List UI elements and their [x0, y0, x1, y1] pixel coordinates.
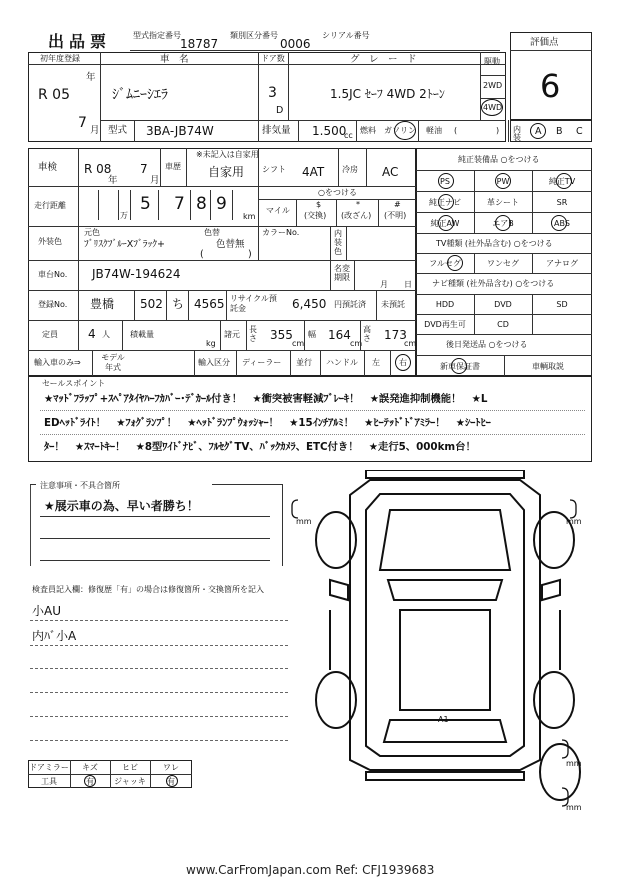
chassis-value: JB74W-194624	[92, 267, 181, 281]
equip-ps: PS	[440, 176, 450, 186]
name-change-label: 名変期限	[334, 264, 350, 282]
model-designation-label: 型式指定番号	[133, 31, 181, 40]
page-title: 出品票	[48, 32, 112, 51]
tv-fullseg: フルセグ	[429, 259, 461, 268]
mm-front-right: mm	[566, 517, 582, 526]
fuel-label: 燃料	[360, 126, 376, 135]
color-value: ﾌﾞﾘｽｸﾌﾞﾙｰXﾌﾞﾗｯｸ+	[84, 239, 165, 250]
docs-manual: 車輌取説	[532, 361, 564, 371]
score-label: 評価点	[530, 37, 559, 48]
height-label: 高さ	[363, 325, 371, 343]
fuel-gas-circle	[394, 121, 416, 140]
handle-right-circle	[395, 354, 411, 371]
height-cm: cm	[404, 339, 417, 348]
equip-airbag: エアB	[492, 218, 514, 228]
equip-pw: PW	[496, 176, 510, 186]
interior-a-circle	[530, 123, 546, 139]
interior-color-label: 内装色	[334, 229, 342, 256]
legend-r2c2: 有	[86, 776, 94, 786]
mm-spare: mm	[566, 803, 582, 812]
drive-2wd: 2WD	[483, 81, 503, 90]
car-name: ｼﾞﾑﾆｰｼｴﾗ	[112, 87, 168, 103]
unknown-mark: #	[394, 200, 401, 209]
color-label: 外装色	[38, 237, 62, 246]
sales-line-2: EDﾍｯﾄﾞﾗｲﾄ！ ★ﾌｫｸﾞﾗﾝﾌﾟ！ ★ﾍｯﾄﾞﾗﾝﾌﾟｳｫｯｼｬｰ！ ★15ｲﾝﾁｱﾙﾐ！ ★ﾋｰﾃｯﾄﾞﾄﾞｱﾐﾗｰ！ ★ｼｰﾄﾋｰ	[44, 417, 491, 429]
mile-label: マイル	[266, 206, 290, 215]
chassis-label: 車台No.	[38, 270, 68, 279]
handle-right: 右	[399, 358, 407, 367]
month-unit: 月	[90, 125, 100, 136]
tampered-label: (改ざん)	[341, 211, 372, 220]
navi-title: ナビ種類 (社外品含む) ○をつける	[432, 279, 555, 288]
equip-abs: ABS	[554, 218, 570, 228]
usage-note: ※未記入は自家用	[196, 150, 259, 159]
legend-r1c2: キズ	[82, 762, 98, 772]
inspector-label: 検査員記入欄：修復歴「有」の場合は修復箇所・交換箇所を記入	[32, 585, 264, 594]
ac-value: AC	[382, 165, 399, 179]
fuel-gas: ガソリン	[384, 126, 416, 135]
shift-label: シフト	[262, 165, 286, 174]
shaken-month: 7	[140, 162, 148, 176]
load-unit: kg	[206, 339, 216, 348]
fuel-paren: (	[454, 126, 458, 135]
score-value: 6	[540, 67, 561, 105]
interior-label: 内装	[513, 125, 521, 142]
capacity-unit: 人	[102, 330, 110, 339]
displacement-value: 1.500	[312, 124, 347, 138]
parallel-label: 並行	[296, 358, 312, 367]
tv-analog: アナログ	[546, 259, 578, 268]
shift-value: 4AT	[302, 165, 325, 179]
handle-label: ハンドル	[326, 358, 358, 367]
plate-kana: ち	[172, 297, 185, 311]
fuel-diesel: 軽油	[426, 126, 442, 135]
genuine-title: 純正装備品 ○をつける	[458, 155, 540, 164]
mileage-label: 走行距離	[34, 201, 66, 210]
serial-label: シリアル番号	[322, 31, 370, 40]
navi-cd: CD	[497, 320, 509, 329]
mileage-digit-3: 8	[196, 194, 207, 214]
car-name-label: 車 名	[160, 54, 189, 65]
footer-watermark: www.CarFromJapan.com Ref: CFJ1939683	[186, 863, 435, 877]
mileage-digit-4: 9	[216, 194, 227, 214]
legend-r1c1: ドアミラー	[29, 762, 69, 772]
docs-title: 後日発送品 ○をつける	[446, 340, 528, 349]
color-no-label: カラーNo.	[262, 228, 300, 237]
import-class-label: 輸入区分	[198, 358, 230, 367]
width-value: 164	[328, 328, 351, 342]
capacity-label: 定員	[42, 330, 58, 339]
width-cm: cm	[350, 339, 363, 348]
plate-number: 4565	[194, 297, 225, 311]
chassis-month-unit: 月	[380, 280, 388, 289]
height-value: 173	[384, 328, 407, 342]
equip-leather: 革シート	[487, 197, 519, 207]
doors-label: ドア数	[261, 54, 285, 63]
legend-r1c4: ワレ	[163, 762, 179, 772]
interior-a: A	[535, 126, 542, 137]
tv-title: TV種類 (社外品含む) ○をつける	[436, 239, 553, 248]
sales-line-3: ﾀｰ！ ★ｽﾏｰﾄｷｰ！ ★8型ﾜｲﾄﾞﾅﾋﾞ、ﾌﾙｾｸﾞTV、ﾊﾞｯｸｶﾒﾗ、ETC付き！ ★走行5、000km台！	[44, 441, 476, 453]
usage-label: 車歴	[165, 162, 181, 171]
exchange-mark: $	[316, 200, 322, 209]
class-value: 0006	[280, 37, 311, 51]
recycle-value: 6,450	[292, 297, 327, 311]
chassis-day-unit: 日	[404, 280, 412, 289]
model-type-label: 型式	[108, 125, 128, 136]
mileage-digit-1: 5	[140, 194, 151, 214]
notes-label: 注意事項・不具合箇所	[40, 481, 120, 490]
mm-rear-right: mm	[566, 759, 582, 768]
exchange-label: (交換)	[304, 211, 327, 220]
model-designation-value: 18787	[180, 37, 219, 51]
model-type-value: 3BA-JB74W	[146, 124, 214, 138]
plate-label: 登録No.	[38, 300, 68, 309]
first-reg-month: 7	[78, 115, 87, 131]
tampered-mark: *	[356, 200, 360, 209]
dim-label: 諸元	[224, 330, 240, 339]
navi-sd: SD	[556, 300, 568, 309]
shaken-era: R 08	[84, 162, 112, 176]
navi-dvd-play: DVD再生可	[424, 320, 466, 329]
year-unit: 年	[86, 72, 96, 83]
docs-warranty: 新車保証書	[440, 361, 480, 371]
displacement-label: 排気量	[262, 125, 291, 136]
notes-bracket	[30, 481, 283, 566]
recycle-label: リサイクル預託金	[230, 294, 277, 313]
equip-navi: 純正ナビ	[429, 197, 461, 207]
dealer-label: ディーラー	[242, 358, 282, 367]
width-label: 幅	[308, 330, 316, 339]
interior-b: B	[556, 126, 563, 137]
mm-front-left: mm	[296, 517, 312, 526]
fuel-paren-close: )	[496, 126, 500, 135]
car-damage-diagram	[290, 470, 600, 820]
repaint-value: 色替無	[216, 239, 245, 250]
equip-tv: 純正TV	[548, 176, 576, 186]
handle-left: 左	[372, 358, 380, 367]
notes-line-1: ★展示車の為、早い者勝ち！	[44, 499, 199, 513]
first-reg-label: 初年度登録	[40, 54, 80, 63]
navi-hdd: HDD	[435, 300, 455, 309]
plate-class: 502	[140, 297, 163, 311]
first-reg-era: R 05	[38, 87, 70, 103]
mileage-digit-2: 7	[174, 194, 185, 214]
ac-label: 冷房	[342, 165, 358, 174]
shaken-year-unit: 年	[108, 175, 118, 186]
legend-r2c3: ジャッキ	[114, 776, 146, 786]
drive-4wd: 4WD	[483, 103, 503, 112]
tv-oneseg: ワンセグ	[487, 259, 519, 268]
legend-r2c1: 工具	[41, 776, 57, 786]
equip-aw: 純正AW	[430, 218, 460, 228]
km-unit: km	[243, 212, 256, 221]
shaken-label: 車検	[38, 162, 58, 173]
plate-region: 豊橋	[90, 297, 115, 311]
door-type: D	[276, 105, 284, 116]
load-label: 積載量	[130, 330, 154, 339]
damage-mark-a1: A1	[438, 715, 449, 724]
usage-value: 自家用	[208, 165, 245, 179]
unknown-label: (不明)	[384, 211, 407, 220]
sales-line-1: ★ﾏｯﾄﾞﾌﾗｯﾌﾟ+ｽﾍﾟｱﾀｲﾔﾊｰﾌｶﾊﾞｰ･ﾃﾞｶｰﾙ付き！ ★衝突被害軽減ﾌﾞﾚｰｷ！ ★誤発進抑制機能！ ★L	[44, 393, 488, 405]
circle-note: ○をつける	[318, 188, 357, 197]
inspector-line-2: 内ﾊﾞ小A	[32, 629, 77, 643]
sales-label: セールスポイント	[42, 379, 106, 388]
doors-value: 3	[268, 85, 277, 101]
drive-label: 駆動	[484, 57, 500, 66]
color-paren-open: (	[200, 249, 204, 260]
displacement-unit: cc	[344, 131, 353, 140]
drive-4wd-circle	[481, 99, 503, 116]
class-label: 類別区分番号	[230, 31, 278, 40]
recycle-unit: 円預託済	[334, 300, 366, 309]
length-value: 355	[270, 328, 293, 342]
man-unit: 万	[120, 211, 128, 220]
length-cm: cm	[292, 339, 305, 348]
repaint-label: 色替	[204, 228, 220, 237]
grade-value: 1.5JC ｾｰﾌ 4WD 2ﾄｰﾝ	[330, 87, 445, 101]
shaken-month-unit: 月	[150, 175, 160, 186]
color-paren-close: )	[248, 249, 252, 260]
capacity-value: 4	[88, 327, 96, 341]
inspector-line-1: 小AU	[32, 604, 61, 618]
import-label: 輸入車のみ⇒	[34, 358, 81, 367]
original-color-label: 元色	[84, 228, 100, 237]
model-year-label: モデル年式	[101, 353, 125, 372]
grade-label: グ レ ー ド	[350, 54, 417, 65]
navi-dvd: DVD	[494, 300, 512, 309]
length-label: 長さ	[249, 325, 257, 343]
equip-sr: SR	[556, 197, 568, 207]
legend-r1c3: ヒビ	[122, 762, 138, 772]
interior-c: C	[576, 126, 583, 137]
unpaid-label: 未預託	[381, 300, 405, 309]
legend-r2c4: 有	[167, 776, 175, 786]
